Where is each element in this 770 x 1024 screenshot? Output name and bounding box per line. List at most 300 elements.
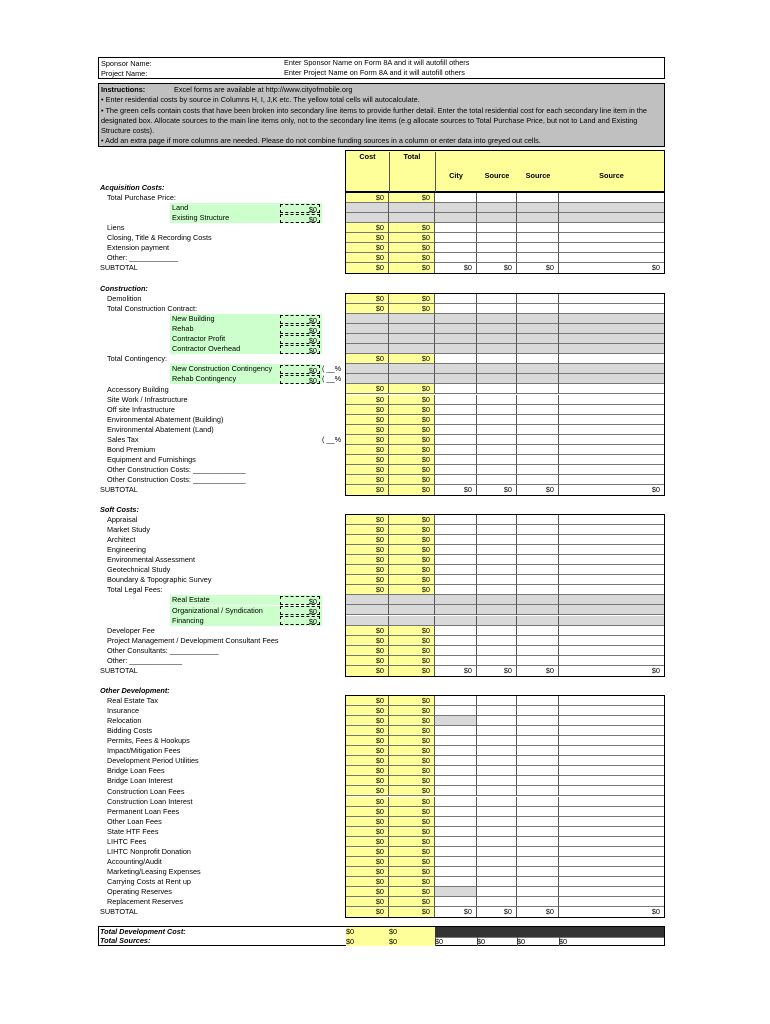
source-cell[interactable] <box>477 736 517 746</box>
cost-cell[interactable]: $0 <box>346 435 389 445</box>
sub-item-input[interactable]: $0 <box>280 204 320 213</box>
source-cell[interactable] <box>517 646 559 656</box>
source-cell[interactable] <box>477 716 517 726</box>
source-cell[interactable] <box>517 455 559 465</box>
source-cell[interactable] <box>477 445 517 455</box>
source-cell[interactable] <box>517 847 559 857</box>
sponsor-value[interactable]: Enter Sponsor Name on Form 8A and it will autofill others <box>284 58 470 67</box>
source-cell[interactable] <box>517 515 559 525</box>
source-cell[interactable] <box>559 445 664 455</box>
cost-cell[interactable]: $0 <box>346 263 389 273</box>
source-cell[interactable] <box>477 525 517 535</box>
source-cell[interactable] <box>517 435 559 445</box>
source-cell[interactable] <box>477 253 517 263</box>
city-cell[interactable] <box>435 575 477 585</box>
source-cell[interactable] <box>559 193 664 203</box>
source-cell[interactable] <box>559 877 664 887</box>
source-cell[interactable] <box>559 455 664 465</box>
cost-cell[interactable]: $0 <box>346 445 389 455</box>
source-cell[interactable]: $0 <box>477 907 517 917</box>
city-cell[interactable] <box>435 545 477 555</box>
cost-cell[interactable]: $0 <box>346 746 389 756</box>
city-cell[interactable] <box>435 857 477 867</box>
cost-cell[interactable]: $0 <box>346 585 389 595</box>
sub-item-input[interactable]: $0 <box>280 345 320 354</box>
source-cell[interactable] <box>559 656 664 666</box>
source-cell[interactable] <box>559 736 664 746</box>
cost-cell[interactable]: $0 <box>346 756 389 766</box>
cost-cell[interactable]: $0 <box>346 535 389 545</box>
cost-cell[interactable]: $0 <box>346 525 389 535</box>
city-cell[interactable] <box>435 797 477 807</box>
source-cell[interactable] <box>477 415 517 425</box>
source-cell[interactable] <box>477 193 517 203</box>
source-cell[interactable]: $0 <box>517 907 559 917</box>
sub-item-input[interactable]: $0 <box>280 214 320 223</box>
city-cell[interactable]: $0 <box>435 907 477 917</box>
cost-cell[interactable]: $0 <box>346 706 389 716</box>
cost-cell[interactable]: $0 <box>346 807 389 817</box>
cost-cell[interactable]: $0 <box>346 786 389 796</box>
source-cell[interactable] <box>477 656 517 666</box>
city-cell[interactable] <box>435 585 477 595</box>
source-cell[interactable] <box>477 706 517 716</box>
source-cell[interactable] <box>517 786 559 796</box>
city-cell[interactable] <box>435 304 477 314</box>
source-cell[interactable] <box>517 877 559 887</box>
source-cell[interactable] <box>477 766 517 776</box>
source-cell[interactable] <box>477 435 517 445</box>
sub-item-input[interactable]: $0 <box>280 596 320 605</box>
source-cell[interactable] <box>517 243 559 253</box>
total-cell: $0 <box>389 485 435 495</box>
source-cell[interactable] <box>517 575 559 585</box>
source-cell[interactable] <box>559 415 664 425</box>
city-cell[interactable] <box>435 656 477 666</box>
source-cell[interactable]: $0 <box>477 263 517 273</box>
cost-cell[interactable]: $0 <box>346 354 389 364</box>
source-cell[interactable] <box>559 555 664 565</box>
cost-cell[interactable]: $0 <box>346 575 389 585</box>
sub-item-input[interactable]: $0 <box>280 315 320 324</box>
source-cell[interactable] <box>559 565 664 575</box>
cost-cell[interactable]: $0 <box>346 515 389 525</box>
cost-cell[interactable]: $0 <box>346 797 389 807</box>
cost-cell[interactable]: $0 <box>346 907 389 917</box>
source-cell[interactable] <box>517 867 559 877</box>
source-cell[interactable] <box>477 565 517 575</box>
source-cell[interactable] <box>559 776 664 786</box>
source-cell[interactable] <box>559 817 664 827</box>
city-cell[interactable] <box>435 706 477 716</box>
project-value[interactable]: Enter Project Name on Form 8A and it will autofill others <box>284 68 465 77</box>
source-cell[interactable] <box>517 857 559 867</box>
source-cell[interactable] <box>477 817 517 827</box>
source-cell[interactable] <box>477 545 517 555</box>
source-cell[interactable] <box>517 565 559 575</box>
source-cell[interactable]: $0 <box>651 263 660 273</box>
section-title: Construction: <box>100 284 148 293</box>
source-cell[interactable] <box>559 887 664 897</box>
city-cell[interactable] <box>435 243 477 253</box>
city-cell[interactable] <box>435 766 477 776</box>
cost-cell[interactable]: $0 <box>346 827 389 837</box>
source-cell[interactable] <box>559 696 664 706</box>
source-cell[interactable] <box>559 405 664 415</box>
city-cell[interactable] <box>435 696 477 706</box>
source-cell[interactable]: $0 <box>651 907 660 917</box>
source-cell[interactable]: $0 <box>651 665 660 675</box>
sub-item-input[interactable]: $0 <box>280 606 320 615</box>
city-cell[interactable]: $0 <box>435 666 477 676</box>
source-cell[interactable] <box>559 395 664 405</box>
source-cell[interactable] <box>559 867 664 877</box>
total-cell: $0 <box>389 253 435 263</box>
source-cell[interactable] <box>477 696 517 706</box>
city-cell[interactable] <box>435 626 477 636</box>
cost-cell[interactable]: $0 <box>346 475 389 485</box>
cost-cell[interactable]: $0 <box>346 656 389 666</box>
source-cell[interactable] <box>559 636 664 646</box>
city-cell[interactable] <box>435 847 477 857</box>
city-cell[interactable] <box>435 746 477 756</box>
city-cell[interactable] <box>435 786 477 796</box>
city-cell[interactable]: $0 <box>435 485 477 495</box>
cost-cell[interactable]: $0 <box>346 193 389 203</box>
cost-cell[interactable]: $0 <box>346 716 389 726</box>
source-cell[interactable] <box>559 515 664 525</box>
source-cell[interactable] <box>559 233 664 243</box>
cost-cell[interactable]: $0 <box>346 425 389 435</box>
source-cell[interactable] <box>559 223 664 233</box>
city-cell[interactable] <box>435 395 477 405</box>
source-cell[interactable] <box>517 626 559 636</box>
cost-cell[interactable]: $0 <box>346 223 389 233</box>
cost-cell[interactable]: $0 <box>346 465 389 475</box>
cost-cell[interactable]: $0 <box>346 243 389 253</box>
table-row <box>346 726 664 736</box>
source-cell[interactable] <box>559 465 664 475</box>
cost-cell[interactable]: $0 <box>346 294 389 304</box>
source-cell[interactable] <box>517 535 559 545</box>
source-cell[interactable] <box>477 575 517 585</box>
city-cell[interactable] <box>435 736 477 746</box>
source-cell[interactable] <box>517 465 559 475</box>
cost-cell[interactable]: $0 <box>346 837 389 847</box>
source-cell[interactable] <box>559 475 664 485</box>
city-cell <box>435 213 477 223</box>
source-cell[interactable] <box>477 897 517 907</box>
city-cell[interactable] <box>435 877 477 887</box>
source-cell[interactable] <box>559 384 664 394</box>
source-cell[interactable] <box>477 475 517 485</box>
city-cell[interactable] <box>435 475 477 485</box>
source-cell[interactable] <box>477 535 517 545</box>
source-cell[interactable] <box>517 636 559 646</box>
source-cell[interactable] <box>517 716 559 726</box>
source-cell[interactable] <box>559 585 664 595</box>
source-cell[interactable] <box>517 354 559 364</box>
city-cell[interactable] <box>435 193 477 203</box>
source-cell[interactable] <box>517 395 559 405</box>
source-cell[interactable] <box>477 756 517 766</box>
line-item-label: Engineering <box>107 545 146 555</box>
cost-cell[interactable]: $0 <box>346 817 389 827</box>
cost-cell[interactable]: $0 <box>346 636 389 646</box>
source-cell[interactable] <box>477 384 517 394</box>
source-cell[interactable]: $0 <box>517 666 559 676</box>
source-cell[interactable] <box>559 525 664 535</box>
source-cell[interactable] <box>517 797 559 807</box>
cost-cell[interactable]: $0 <box>346 847 389 857</box>
source-cell[interactable] <box>517 445 559 455</box>
source-cell[interactable] <box>477 626 517 636</box>
sub-item-input[interactable]: $0 <box>280 335 320 344</box>
source-cell[interactable] <box>477 786 517 796</box>
city-cell[interactable] <box>435 716 477 726</box>
cost-cell[interactable]: $0 <box>346 455 389 465</box>
source-cell[interactable] <box>559 756 664 766</box>
city-cell[interactable]: $0 <box>435 263 477 273</box>
city-cell[interactable] <box>435 384 477 394</box>
source-cell[interactable] <box>559 435 664 445</box>
source-cell[interactable] <box>477 636 517 646</box>
source-cell[interactable] <box>477 807 517 817</box>
line-item-label: Relocation <box>107 716 142 726</box>
source-cell[interactable] <box>477 646 517 656</box>
source-cell[interactable] <box>559 646 664 656</box>
cost-cell[interactable]: $0 <box>346 233 389 243</box>
sub-item-input[interactable]: $0 <box>280 375 320 384</box>
source-cell[interactable]: $0 <box>517 263 559 273</box>
percent-field[interactable]: ( __% <box>322 374 342 384</box>
city-cell[interactable] <box>435 294 477 304</box>
source-cell[interactable] <box>559 425 664 435</box>
source-cell[interactable] <box>517 817 559 827</box>
source-cell[interactable] <box>477 405 517 415</box>
source-cell[interactable] <box>477 847 517 857</box>
source-cell[interactable] <box>559 545 664 555</box>
source-cell[interactable] <box>517 585 559 595</box>
source-cell[interactable] <box>477 465 517 475</box>
city-cell[interactable] <box>435 776 477 786</box>
cost-cell[interactable]: $0 <box>346 405 389 415</box>
source-cell[interactable] <box>559 575 664 585</box>
source-cell[interactable] <box>517 897 559 907</box>
source-cell[interactable] <box>559 304 664 314</box>
city-cell[interactable] <box>435 646 477 656</box>
cost-cell[interactable]: $0 <box>346 565 389 575</box>
source-cell[interactable] <box>477 585 517 595</box>
cost-cell[interactable]: $0 <box>346 555 389 565</box>
city-cell[interactable] <box>435 565 477 575</box>
city-cell[interactable] <box>435 515 477 525</box>
city-cell[interactable] <box>435 425 477 435</box>
city-cell[interactable] <box>435 867 477 877</box>
source-cell[interactable] <box>477 746 517 756</box>
source-cell[interactable] <box>517 405 559 415</box>
source-cell <box>559 334 664 344</box>
source-cell[interactable] <box>559 253 664 263</box>
source-cell[interactable] <box>517 726 559 736</box>
source-cell[interactable] <box>559 626 664 636</box>
source-cell[interactable] <box>559 535 664 545</box>
city-cell[interactable] <box>435 354 477 364</box>
source-cell[interactable] <box>517 837 559 847</box>
city-cell[interactable] <box>435 817 477 827</box>
source-cell[interactable] <box>477 395 517 405</box>
percent-field[interactable]: ( __% <box>322 364 342 374</box>
cost-cell[interactable]: $0 <box>346 887 389 897</box>
source-cell[interactable] <box>517 756 559 766</box>
source-cell[interactable] <box>477 294 517 304</box>
source-cell[interactable] <box>477 243 517 253</box>
source-cell[interactable] <box>517 827 559 837</box>
source-cell[interactable] <box>559 827 664 837</box>
city-cell[interactable] <box>435 887 477 897</box>
source-cell[interactable] <box>477 515 517 525</box>
source-cell[interactable] <box>517 294 559 304</box>
source-cell[interactable] <box>559 726 664 736</box>
cost-cell[interactable]: $0 <box>346 766 389 776</box>
source-cell[interactable] <box>517 304 559 314</box>
percent-field[interactable]: ( __% <box>322 434 342 444</box>
source-cell[interactable] <box>517 807 559 817</box>
source-cell[interactable] <box>477 223 517 233</box>
cost-cell[interactable]: $0 <box>346 776 389 786</box>
city-cell[interactable] <box>435 405 477 415</box>
source-cell[interactable] <box>559 786 664 796</box>
source-cell[interactable] <box>517 384 559 394</box>
source-cell[interactable] <box>477 304 517 314</box>
source-cell[interactable] <box>517 736 559 746</box>
source-cell[interactable] <box>517 193 559 203</box>
cost-cell[interactable]: $0 <box>346 877 389 887</box>
source-cell[interactable] <box>559 354 664 364</box>
cost-cell[interactable]: $0 <box>346 666 389 676</box>
source-cell[interactable] <box>559 807 664 817</box>
source-cell[interactable] <box>517 525 559 535</box>
source-cell[interactable] <box>477 797 517 807</box>
city-cell[interactable] <box>435 445 477 455</box>
city-cell[interactable] <box>435 415 477 425</box>
source-cell[interactable] <box>517 746 559 756</box>
source-cell[interactable] <box>517 415 559 425</box>
cost-cell[interactable]: $0 <box>346 857 389 867</box>
source-cell[interactable] <box>559 857 664 867</box>
total-cell: $0 <box>389 847 435 857</box>
source-cell[interactable] <box>477 887 517 897</box>
city-cell[interactable] <box>435 807 477 817</box>
source-cell[interactable] <box>517 696 559 706</box>
source-cell[interactable] <box>477 555 517 565</box>
source-cell[interactable] <box>559 766 664 776</box>
city-cell[interactable] <box>435 465 477 475</box>
city-cell[interactable] <box>435 897 477 907</box>
source-cell[interactable] <box>517 887 559 897</box>
source-cell[interactable]: $0 <box>651 484 660 494</box>
city-cell[interactable] <box>435 555 477 565</box>
source-cell[interactable] <box>559 746 664 756</box>
cost-cell[interactable]: $0 <box>346 867 389 877</box>
city-cell[interactable] <box>435 636 477 646</box>
cost-cell[interactable]: $0 <box>346 646 389 656</box>
cost-cell[interactable]: $0 <box>346 897 389 907</box>
source-cell[interactable] <box>559 897 664 907</box>
source-cell[interactable] <box>517 766 559 776</box>
source-cell[interactable] <box>559 847 664 857</box>
source-cell[interactable] <box>477 776 517 786</box>
source-cell[interactable] <box>559 294 664 304</box>
cost-cell[interactable]: $0 <box>346 696 389 706</box>
source-cell[interactable] <box>517 555 559 565</box>
city-cell[interactable] <box>435 827 477 837</box>
cost-cell[interactable]: $0 <box>346 395 389 405</box>
source-cell[interactable] <box>477 867 517 877</box>
source-cell[interactable] <box>517 706 559 716</box>
source-cell[interactable] <box>517 545 559 555</box>
city-cell[interactable] <box>435 253 477 263</box>
city-cell[interactable] <box>435 525 477 535</box>
source-cell[interactable] <box>559 706 664 716</box>
sub-item-input[interactable]: $0 <box>280 365 320 374</box>
source-cell[interactable] <box>517 233 559 243</box>
cost-cell[interactable]: $0 <box>346 253 389 263</box>
source-cell[interactable] <box>517 656 559 666</box>
source-cell[interactable]: $0 <box>477 666 517 676</box>
source-cell[interactable] <box>477 354 517 364</box>
cost-cell[interactable]: $0 <box>346 485 389 495</box>
city-cell[interactable] <box>435 435 477 445</box>
source-cell[interactable]: $0 <box>517 485 559 495</box>
source-cell[interactable] <box>477 425 517 435</box>
source-cell[interactable] <box>517 253 559 263</box>
source-cell[interactable] <box>517 223 559 233</box>
source-cell[interactable] <box>477 857 517 867</box>
source-cell[interactable] <box>477 827 517 837</box>
source-cell[interactable] <box>477 726 517 736</box>
city-cell[interactable] <box>435 756 477 766</box>
source-cell[interactable] <box>477 455 517 465</box>
source-cell[interactable] <box>559 716 664 726</box>
city-cell[interactable] <box>435 455 477 465</box>
cost-cell[interactable]: $0 <box>346 726 389 736</box>
cost-cell[interactable]: $0 <box>346 545 389 555</box>
city-cell[interactable] <box>435 223 477 233</box>
sub-item-input[interactable]: $0 <box>280 325 320 334</box>
source-cell[interactable] <box>517 475 559 485</box>
source-cell[interactable] <box>559 243 664 253</box>
cost-cell[interactable]: $0 <box>346 384 389 394</box>
cost-cell[interactable]: $0 <box>346 415 389 425</box>
city-cell[interactable] <box>435 535 477 545</box>
source-cell[interactable] <box>517 776 559 786</box>
city-cell[interactable] <box>435 837 477 847</box>
source-cell[interactable] <box>559 837 664 847</box>
source-cell[interactable]: $0 <box>477 485 517 495</box>
source-cell[interactable] <box>477 837 517 847</box>
cost-cell[interactable]: $0 <box>346 304 389 314</box>
cost-cell[interactable]: $0 <box>346 626 389 636</box>
sub-item-input[interactable]: $0 <box>280 616 320 625</box>
source-cell[interactable] <box>559 797 664 807</box>
source-cell[interactable] <box>477 877 517 887</box>
city-cell[interactable] <box>435 726 477 736</box>
city-cell[interactable] <box>435 233 477 243</box>
source-cell[interactable] <box>517 425 559 435</box>
cost-cell[interactable]: $0 <box>346 736 389 746</box>
source-cell[interactable] <box>477 233 517 243</box>
